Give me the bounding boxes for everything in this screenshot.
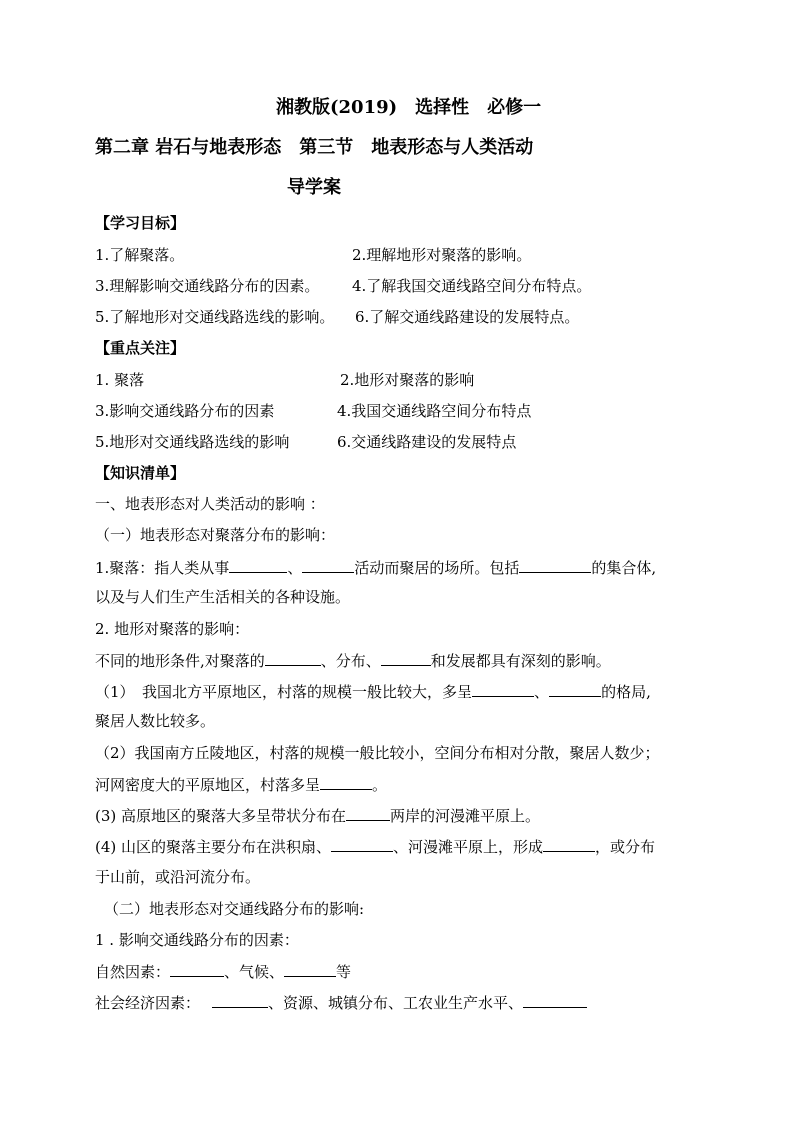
focus-item: 1. 聚落 [95, 371, 145, 389]
focus-item: 4.我国交通线路空间分布特点 [337, 402, 532, 420]
fill-blank[interactable] [472, 681, 534, 697]
fill-blank[interactable] [284, 961, 336, 977]
objective-item: 3.理解影响交通线路分布的因素。 [95, 277, 320, 295]
fill-blank[interactable] [346, 805, 390, 821]
socioeconomic-factors: 社会经济因素： 、资源、城镇分布、工农业生产水平、 [95, 992, 587, 1013]
knowledge-heading: 【知识清单】 [95, 464, 186, 482]
north-plain-text-cont: 聚居人数比较多。 [95, 712, 216, 730]
natural-factors: 自然因素： 、气候、 等 [95, 963, 352, 981]
guide-title: 导学案 [287, 177, 341, 198]
mountain-text-cont: 于山前，或沿河流分布。 [95, 868, 261, 886]
fill-blank[interactable] [320, 774, 372, 790]
terrain-impact-text: 不同的地形条件,对聚落的 、分布、 和发展都具有深刻的影响。 [95, 652, 611, 670]
knowledge-subsection-title: （一）地表形态对聚落分布的影响： [95, 526, 336, 544]
objective-item: 6.了解交通线路建设的发展特点。 [355, 308, 580, 326]
fill-blank[interactable] [381, 650, 431, 666]
focus-heading: 【重点关注】 [95, 339, 186, 357]
transport-factors-title: 1 . 影响交通线路分布的因素： [95, 931, 299, 949]
focus-item: 6.交通线路建设的发展特点 [337, 433, 517, 451]
objectives-heading: 【学习目标】 [95, 214, 186, 232]
fill-blank[interactable] [229, 557, 287, 573]
transport-subsection-title: （二）地表形态对交通线路分布的影响: [104, 900, 365, 918]
objective-item: 4.了解我国交通线路空间分布特点。 [352, 277, 592, 295]
chapter-title: 第二章 岩石与地表形态 第三节 地表形态与人类活动 [95, 137, 534, 158]
south-hills-text: （2）我国南方丘陵地区，村落的规模一般比较小，空间分布相对分散，聚居人数少； [95, 744, 660, 762]
fill-blank[interactable] [331, 836, 393, 852]
document-title-line1: 湘教版(2019) 选择性 必修一 [276, 97, 542, 118]
plateau-text: (3) 高原地区的聚落大多呈带状分布在 两岸的河漫滩平原上。 [95, 807, 541, 825]
knowledge-section-title: 一、地表形态对人类活动的影响 ： [95, 495, 325, 513]
settlement-definition: 1.聚落：指人类从事 、 活动而聚居的场所。包括 的集合体, [95, 559, 657, 577]
objective-item: 2.理解地形对聚落的影响。 [352, 246, 532, 264]
focus-item: 3.影响交通线路分布的因素 [95, 402, 275, 420]
fill-blank[interactable] [265, 650, 321, 666]
north-plain-text: （1） 我国北方平原地区，村落的规模一般比较大，多呈 、 的格局, [95, 683, 651, 701]
terrain-impact-title: 2. 地形对聚落的影响： [95, 620, 250, 638]
fill-blank[interactable] [523, 992, 587, 1008]
fill-blank[interactable] [212, 992, 268, 1008]
objective-item: 1.了解聚落。 [95, 246, 185, 264]
river-plain-text: 河网密度大的平原地区，村落多呈 。 [95, 776, 388, 794]
fill-blank[interactable] [519, 557, 591, 573]
settlement-definition-cont: 以及与人们生产生活相关的各种设施。 [95, 588, 351, 606]
fill-blank[interactable] [302, 557, 354, 573]
focus-item: 5.地形对交通线路选线的影响 [95, 433, 290, 451]
mountain-text: (4) 山区的聚落主要分布在洪积扇、 、河漫滩平原上，形成 ，或分布 [95, 838, 656, 856]
focus-item: 2.地形对聚落的影响 [340, 371, 475, 389]
objective-item: 5.了解地形对交通线路选线的影响。 [95, 308, 335, 326]
fill-blank[interactable] [543, 836, 595, 852]
fill-blank[interactable] [170, 961, 224, 977]
fill-blank[interactable] [549, 681, 601, 697]
